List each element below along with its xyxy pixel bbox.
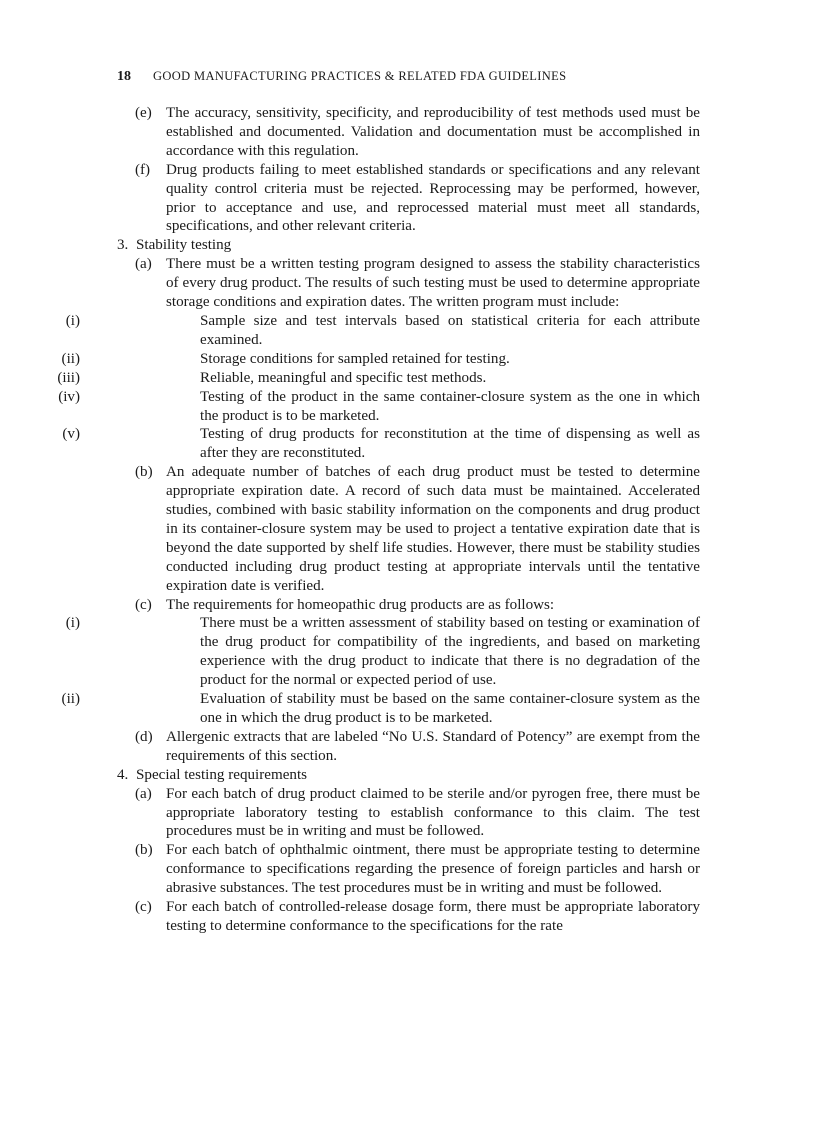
item-label: (f) bbox=[135, 161, 151, 178]
item-label: (i) bbox=[65, 615, 80, 632]
item-label: (v) bbox=[62, 426, 80, 443]
item-text: For each batch of drug product claimed to be sterile and/or pyrogen free, there must be appropriate laboratory testing to establish conformance to this claim. The test procedures must be in writing and must be followed. bbox=[166, 785, 700, 840]
list-item bbox=[0, 898, 700, 936]
item-label: (a) bbox=[135, 785, 152, 802]
item-text: Sample size and test intervals based on statistical criteria for each attribute examined. bbox=[200, 312, 700, 348]
item-label: (ii) bbox=[61, 350, 80, 367]
item-text: There must be a written testing program designed to assess the stability characteristics of every drug product. The results of such testing must be used to determine appropriate storage conditions and expiration dates. The written program must include: bbox=[166, 256, 700, 311]
item-label: (b) bbox=[135, 464, 153, 481]
page-body bbox=[0, 104, 816, 936]
item-label: (i) bbox=[65, 312, 80, 329]
list-item bbox=[0, 161, 700, 237]
running-title: GOOD MANUFACTURING PRACTICES & RELATED FDA GUIDELINES bbox=[153, 69, 567, 83]
item-label: (c) bbox=[135, 899, 152, 916]
section-heading bbox=[0, 236, 700, 255]
list-item bbox=[0, 255, 700, 312]
item-label: (b) bbox=[135, 842, 153, 859]
item-text: The accuracy, sensitivity, specificity, and reproducibility of test methods used must be established and documented. Validation and documentation must be accomplished in accordance with this regulation. bbox=[166, 105, 700, 159]
sub-list-item bbox=[0, 614, 700, 690]
item-label: (a) bbox=[135, 256, 152, 273]
item-text: Evaluation of stability must be based on the same container-closure system as the one in which the drug product is to be marketed. bbox=[200, 691, 700, 726]
item-text: Allergenic extracts that are labeled “No U.S. Standard of Potency” are exempt from the requirements of this section. bbox=[166, 728, 700, 764]
item-label: (iii) bbox=[57, 369, 80, 386]
item-text: The requirements for homeopathic drug products are as follows: bbox=[166, 596, 555, 613]
item-text: For each batch of ophthalmic ointment, there must be appropriate testing to determine conformance to specifications regarding the presence of foreign particles and harsh or abrasive substances. The test procedures must be in writing and must be followed. bbox=[166, 842, 700, 897]
list-item bbox=[0, 596, 700, 615]
item-text: Special testing requirements bbox=[136, 766, 308, 783]
page-number: 18 bbox=[117, 69, 131, 84]
list-item bbox=[0, 728, 700, 766]
item-text: Drug products failing to meet established standards or specifications and any relevant quality control criteria must be rejected. Reprocessing may be performed, however, prior to acceptance and use, and reprocessed material must meet all standards, specifications, and other relevant criteria. bbox=[166, 161, 700, 235]
item-label: 3. bbox=[117, 237, 129, 254]
section-heading bbox=[0, 766, 700, 785]
item-text: Stability testing bbox=[136, 237, 232, 254]
item-text: For each batch of controlled-release dosage form, there must be appropriate laboratory testing to determine conformance to the specifications for the rate bbox=[166, 899, 700, 934]
item-text: Testing of drug products for reconstitution at the time of dispensing as well as after they are reconstituted. bbox=[200, 426, 700, 462]
sub-list-item bbox=[0, 425, 700, 463]
sub-list-item bbox=[0, 369, 700, 388]
item-label: (d) bbox=[135, 728, 153, 745]
list-item bbox=[0, 841, 700, 898]
list-item bbox=[0, 785, 700, 842]
sub-list-item bbox=[0, 690, 700, 728]
item-label: (iv) bbox=[58, 388, 80, 405]
item-text: Testing of the product in the same container-closure system as the one in which the product is to be marketed. bbox=[200, 388, 700, 424]
item-text: An adequate number of batches of each drug product must be tested to determine appropriate expiration date. A record of such data must be maintained. Accelerated studies, combined with basic stability information on the components and drug product in its container-closure system may be used to project a tentative expiration date that is beyond the date supported by shelf life studies. However, there must be stability studies conducted including drug product testing at appropriate intervals until the tentative expiration date is verified. bbox=[166, 464, 700, 594]
running-header bbox=[117, 67, 707, 85]
item-text: Reliable, meaningful and specific test methods. bbox=[200, 369, 487, 386]
sub-list-item bbox=[0, 312, 700, 350]
sub-list-item bbox=[0, 388, 700, 426]
item-label: (ii) bbox=[61, 691, 80, 708]
item-text: Storage conditions for sampled retained for testing. bbox=[200, 350, 510, 367]
item-text: There must be a written assessment of stability based on testing or examination of the drug product for compatibility of the ingredients, and based on marketing experience with the drug product to indicate that there is no degradation of the product for the normal or expected period of use. bbox=[200, 615, 700, 689]
item-label: (e) bbox=[135, 105, 152, 121]
sub-list-item bbox=[0, 350, 700, 369]
list-item bbox=[0, 463, 700, 595]
item-label: (c) bbox=[135, 596, 152, 613]
list-item bbox=[0, 104, 700, 161]
item-label: 4. bbox=[117, 766, 129, 783]
